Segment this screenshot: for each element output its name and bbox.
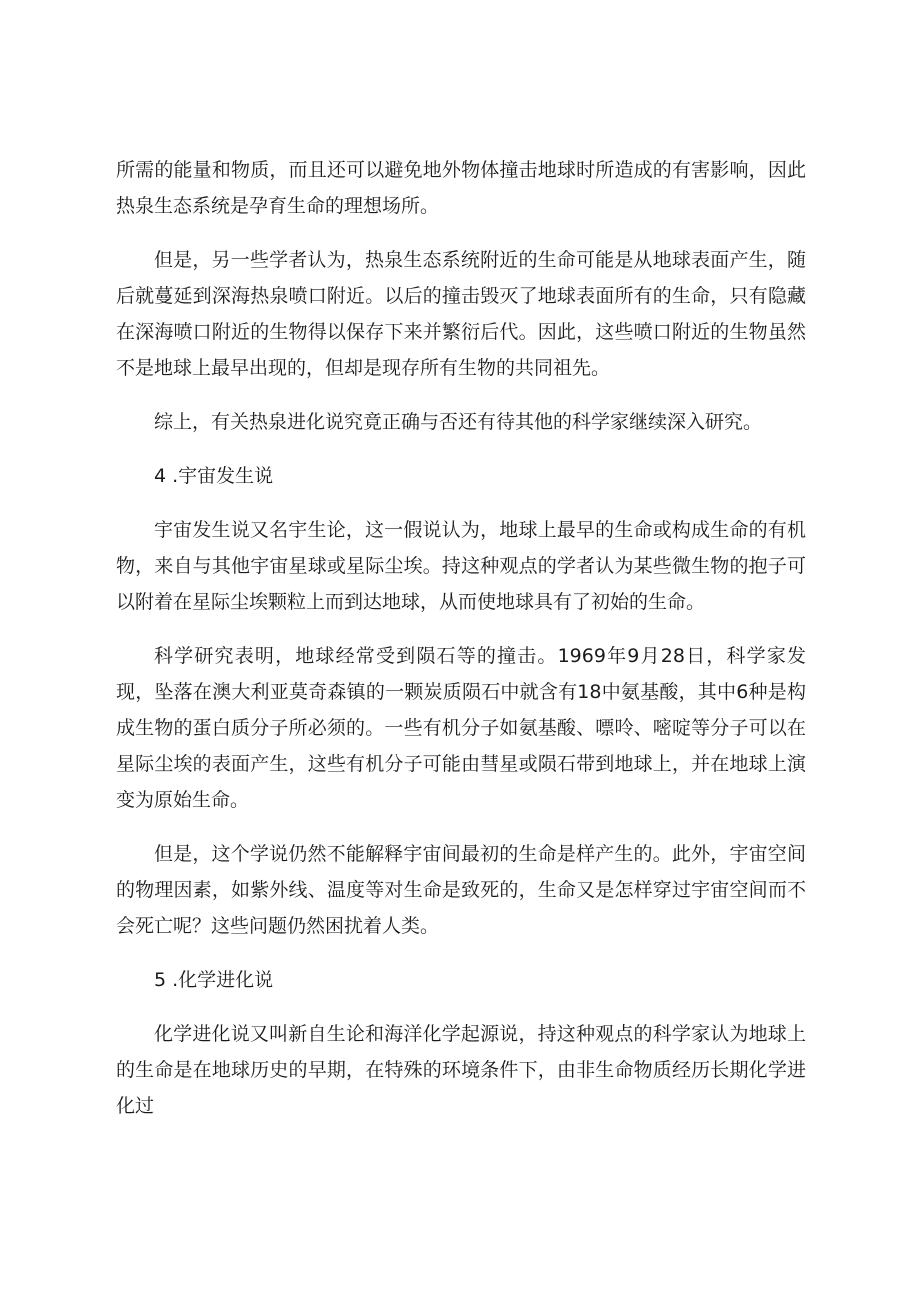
- paragraph-continued: 所需的能量和物质，而且还可以避免地外物体撞击地球时所造成的有害影响，因此热泉生态系统是孕育生命的理想场所。: [116, 159, 806, 217]
- paragraph-hot-spring-counterview: 但是，另一些学者认为，热泉生态系统附近的生命可能是从地球表面产生，随后就蔓延到深海热泉喷口附近。以后的撞击毁灭了地球表面所有的生命，只有隐藏在深海喷口附近的生物得以保存下来并繁衍后代。因此，这些喷口附近的生物虽然不是地球上最早出现的，但却是现存所有生物的共同祖先。: [116, 249, 806, 379]
- paragraph-cosmic-origin-critique: 但是，这个学说仍然不能解释宇宙间最初的生命是样产生的。此外，宇宙空间的物理因素，如紫外线、温度等对生命是致死的，生命又是怎样穿过宇宙空间而不会死亡呢？这些问题仍然困扰着人类。: [116, 843, 806, 937]
- paragraph-meteorite-research: 科学研究表明，地球经常受到陨石等的撞击。1969年9月28日，科学家发现，坠落在澳大利亚莫奇森镇的一颗炭质陨石中就含有18中氨基酸，其中6种是构成生物的蛋白质分子所必须的。一些有机分子如氨基酸、嘌呤、嘧啶等分子可以在星际尘埃的表面产生，这些有机分子可能由彗星或陨石带到地球上，并在地球上演变为原始生命。: [116, 645, 806, 811]
- section-heading-chemical-evolution: 5 .化学进化说: [154, 969, 274, 991]
- paragraph-cosmic-origin-intro: 宇宙发生说又名宇生论，这一假说认为，地球上最早的生命或构成生命的有机物，来自与其他宇宙星球或星际尘埃。持这种观点的学者认为某些微生物的抱子可以附着在星际尘埃颗粒上而到达地球，从而使地球具有了初始的生命。: [116, 519, 806, 613]
- paragraph-chemical-evolution-intro: 化学进化说又叫新自生论和海洋化学起源说，持这种观点的科学家认为地球上的生命是在地球历史的早期，在特殊的环境条件下，由非生命物质经历长期化学进化过: [116, 1023, 806, 1117]
- paragraph-hot-spring-summary: 综上，有关热泉进化说究竟正确与否还有待其他的科学家继续深入研究。: [154, 411, 763, 433]
- section-heading-cosmic-origin: 4 .宇宙发生说: [154, 465, 274, 487]
- document-body: [116, 152, 806, 1142]
